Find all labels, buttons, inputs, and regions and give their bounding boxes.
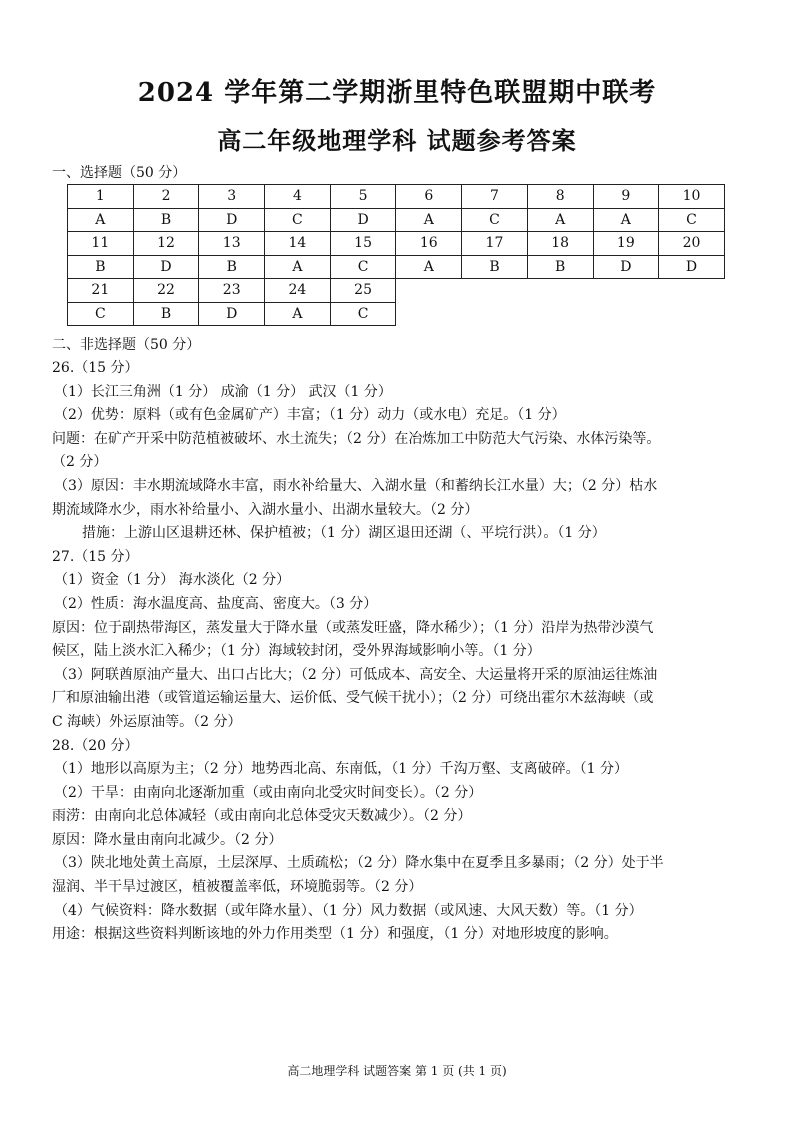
- table-cell: 11: [68, 232, 134, 256]
- table-cell: B: [199, 255, 265, 279]
- answer-line: （2）干旱：由南向北逐渐加重（或由南向北受灾时间变长）。（2 分）: [54, 784, 483, 801]
- table-cell: 8: [527, 185, 593, 209]
- table-empty-cell: [659, 302, 725, 326]
- table-cell: A: [527, 208, 593, 232]
- document-title: 2024 学年第二学期浙里特色联盟期中联考: [137, 78, 657, 108]
- table-cell: A: [68, 208, 134, 232]
- answer-line: （1）资金（1 分） 海水淡化（2 分）: [54, 572, 291, 589]
- table-cell: 3: [199, 185, 265, 209]
- answer-line: （1）地形以高原为主；（2 分）地势西北高、东南低，（1 分）千沟万壑、支离破碎。（1 分）: [54, 761, 628, 778]
- answer-line: （2 分）: [52, 454, 108, 471]
- table-row: [68, 255, 725, 279]
- table-empty-cell: [396, 302, 462, 326]
- table-cell: A: [265, 255, 331, 279]
- table-cell: B: [133, 302, 199, 326]
- table-cell: A: [396, 255, 462, 279]
- table-cell: C: [330, 255, 396, 279]
- table-cell: 15: [330, 232, 396, 256]
- answer-line: C 海峡）外运原油等。（2 分）: [52, 713, 242, 730]
- table-cell: 21: [68, 279, 134, 303]
- answer-line: 期流域降水少，雨水补给量小、入湖水量小、出湖水量较大。（2 分）: [52, 501, 479, 518]
- document-subtitle: 高二年级地理学科 试题参考答案: [217, 126, 577, 155]
- table-cell: C: [462, 208, 528, 232]
- page-footer: 高二地理学科 试题答案 第 1 页 (共 1 页): [287, 1064, 507, 1078]
- table-empty-cell: [659, 279, 725, 303]
- table-cell: 9: [593, 185, 659, 209]
- section1-heading: 一、选择题（50 分）: [52, 165, 187, 181]
- answer-line: 湿润、半干旱过渡区，植被覆盖率低，环境脆弱等。（2 分）: [52, 879, 423, 896]
- table-cell: B: [527, 255, 593, 279]
- answer-line: 雨涝：由南向北总体减轻（或由南向北总体受灾天数减少）。（2 分）: [52, 808, 472, 825]
- table-empty-cell: [593, 302, 659, 326]
- table-cell: A: [265, 302, 331, 326]
- table-empty-cell: [527, 279, 593, 303]
- answer-line: （2）优势：原料（或有色金属矿产）丰富；（1 分）动力（或水电）充足。（1 分）: [54, 407, 566, 424]
- table-cell: 19: [593, 232, 659, 256]
- table-cell: 24: [265, 279, 331, 303]
- table-cell: D: [199, 302, 265, 326]
- table-cell: 13: [199, 232, 265, 256]
- answer-line: 原因：降水量由南向北减少。（2 分）: [52, 831, 283, 848]
- table-cell: 5: [330, 185, 396, 209]
- table-cell: D: [330, 208, 396, 232]
- table-cell: 2: [133, 185, 199, 209]
- table-row: [68, 232, 725, 256]
- answer-line: 原因：位于副热带海区，蒸发量大于降水量（或蒸发旺盛，降水稀少）；（1 分）沿岸为热带沙漠气: [52, 619, 654, 636]
- answer-line: 用途：根据这些资料判断该地的外力作用类型（1 分）和强度，（1 分）对地形坡度的影响。: [52, 926, 618, 943]
- table-cell: B: [462, 255, 528, 279]
- answer-line: （3）陕北地处黄土高原，土层深厚、土质疏松；（2 分）降水集中在夏季且多暴雨；（2 分）处于半: [54, 855, 664, 872]
- table-cell: C: [330, 302, 396, 326]
- table-cell: 7: [462, 185, 528, 209]
- answer-line: 27.（15 分）: [52, 548, 139, 565]
- table-cell: B: [68, 255, 134, 279]
- table-cell: 22: [133, 279, 199, 303]
- answer-line: 问题：在矿产开采中防范植被破坏、水土流失；（2 分）在冶炼加工中防范大气污染、水体污染等。: [52, 430, 661, 447]
- table-cell: 4: [265, 185, 331, 209]
- table-cell: 10: [659, 185, 725, 209]
- table-empty-cell: [527, 302, 593, 326]
- table-empty-cell: [462, 279, 528, 303]
- table-cell: 20: [659, 232, 725, 256]
- table-cell: A: [396, 208, 462, 232]
- table-cell: 17: [462, 232, 528, 256]
- table-cell: D: [659, 255, 725, 279]
- answer-line: 候区，陆上淡水汇入稀少；（1 分）海域较封闭，受外界海域影响小等。（1 分）: [52, 643, 541, 660]
- table-row: [68, 208, 725, 232]
- table-cell: D: [593, 255, 659, 279]
- section2-heading: 二、非选择题（50 分）: [52, 337, 201, 353]
- answer-line: 厂和原油输出港（或管道运输运量大、运价低、受气候干扰小）；（2 分）可绕出霍尔木兹海峡（或: [52, 690, 654, 707]
- table-cell: 6: [396, 185, 462, 209]
- table-cell: D: [133, 255, 199, 279]
- table-cell: 18: [527, 232, 593, 256]
- table-cell: 14: [265, 232, 331, 256]
- table-cell: 23: [199, 279, 265, 303]
- table-cell: B: [133, 208, 199, 232]
- answer-line: 28.（20 分）: [52, 737, 139, 754]
- table-cell: 16: [396, 232, 462, 256]
- table-cell: 1: [68, 185, 134, 209]
- table-cell: 25: [330, 279, 396, 303]
- table-row: [68, 279, 725, 303]
- answer-line: （4）气候资料：降水数据（或年降水量）、（1 分）风力数据（或风速、大风天数）等。（1 分）: [54, 902, 643, 919]
- table-cell: 12: [133, 232, 199, 256]
- answer-line: 措施：上游山区退耕还林、保护植被；（1 分）湖区退田还湖（、平垸行洪）。（1 分）: [82, 525, 606, 542]
- table-row: [68, 302, 725, 326]
- answer-table: [67, 184, 725, 326]
- table-cell: C: [265, 208, 331, 232]
- answer-line: （3）原因：丰水期流域降水丰富，雨水补给量大、入湖水量（和蓄纳长江水量）大；（2 分）枯水: [54, 477, 658, 494]
- answer-content: [52, 357, 742, 947]
- table-empty-cell: [396, 279, 462, 303]
- table-cell: C: [68, 302, 134, 326]
- table-cell: D: [199, 208, 265, 232]
- table-cell: A: [593, 208, 659, 232]
- answer-line: 26.（15 分）: [52, 360, 139, 376]
- answer-line: （1）长江三角洲（1 分） 成渝（1 分） 武汉（1 分）: [54, 383, 392, 400]
- table-empty-cell: [462, 302, 528, 326]
- answer-line: （3）阿联酋原油产量大、出口占比大；（2 分）可低成本、高安全、大运量将开采的原油运往炼油: [54, 666, 658, 683]
- answer-line: （2）性质：海水温度高、盐度高、密度大。（3 分）: [54, 595, 378, 612]
- table-row: [68, 185, 725, 209]
- table-empty-cell: [593, 279, 659, 303]
- table-cell: C: [659, 208, 725, 232]
